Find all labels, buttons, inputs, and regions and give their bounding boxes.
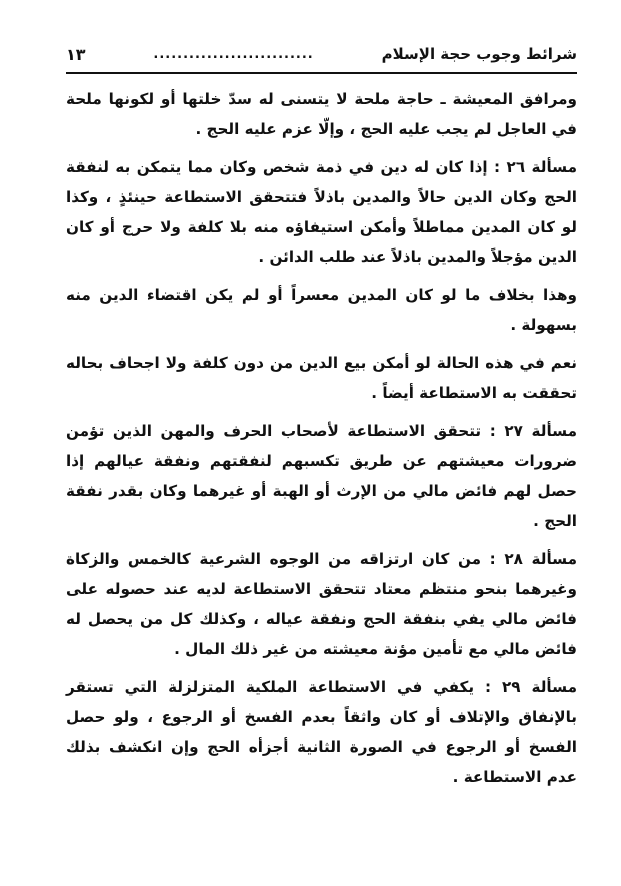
paragraph-continuation: ومرافق المعيشة ـ حاجة ملحة لا يتسنى له سدّ خلتها أو لكونها ملحة في العاجل لم يجب عليه الحج ، وإلّا عزم عليه الحج .	[66, 90, 577, 138]
paragraph-masala-26-exception: وهذا بخلاف ما لو كان المدين معسراً أو لم يكن اقتضاء الدين منه بسهولة .	[66, 286, 577, 334]
page-number: ١٣	[66, 44, 86, 64]
paragraph-masala-28: مسألة ٢٨ : من كان ارتزاقه من الوجوه الشرعية كالخمس والزكاة وغيرهما بنحو منتظم معتاد تتحقق الاستطاعة لديه عند حصوله على فائض مالي يفي بنفقة الحج ونفقة عياله ، وكذلك كل من يحصل له فائض مالي مع تأمين مؤنة معيشته من غير ذلك المال .	[66, 550, 578, 658]
paragraph-masala-26: مسألة ٢٦ : إذا كان له دين في ذمة شخص وكان مما يتمكن به لنفقة الحج وكان الدين حالاً والمدين باذلاً فتتحقق الاستطاعة حينئذٍ ، وكذا لو كان المدين مماطلاً وأمكن استيفاؤه منه بلا كلفة ولا حرج أو كان الدين مؤجلاً والمدين باذلاً عند طلب الدائن .	[66, 158, 578, 266]
header-dot-leader: ...........................	[153, 46, 314, 62]
header-title: شرائط وجوب حجة الإسلام	[381, 45, 577, 63]
paragraph-masala-29: مسألة ٢٩ : يكفي في الاستطاعة الملكية المتزلزلة التي تستقر بالإنفاق والإتلاف أو كان واثقاً بعدم الفسخ أو الرجوع ، ولو حصل الفسخ أو الرجوع في الصورة الثانية أجزأه الحج وإن انكشف بذلك عدم الاستطاعة .	[66, 678, 577, 786]
header-rule	[66, 72, 577, 74]
paragraph-masala-27: مسألة ٢٧ : تتحقق الاستطاعة لأصحاب الحرف والمهن الذين تؤمن ضرورات معيشتهم عن طريق تكسبهم لنفقتهم ونفقة عيالهم إذا حصل لهم فائض مالي من الإرث أو الهبة أو غيرهما وكان بقدر نفقة الحج .	[66, 422, 577, 530]
running-header	[66, 38, 577, 70]
paragraph-masala-26-note: نعم في هذه الحالة لو أمكن بيع الدين من دون كلفة ولا اجحاف بحاله تحققت به الاستطاعة أيضاً .	[66, 354, 577, 402]
page-body	[66, 84, 577, 800]
